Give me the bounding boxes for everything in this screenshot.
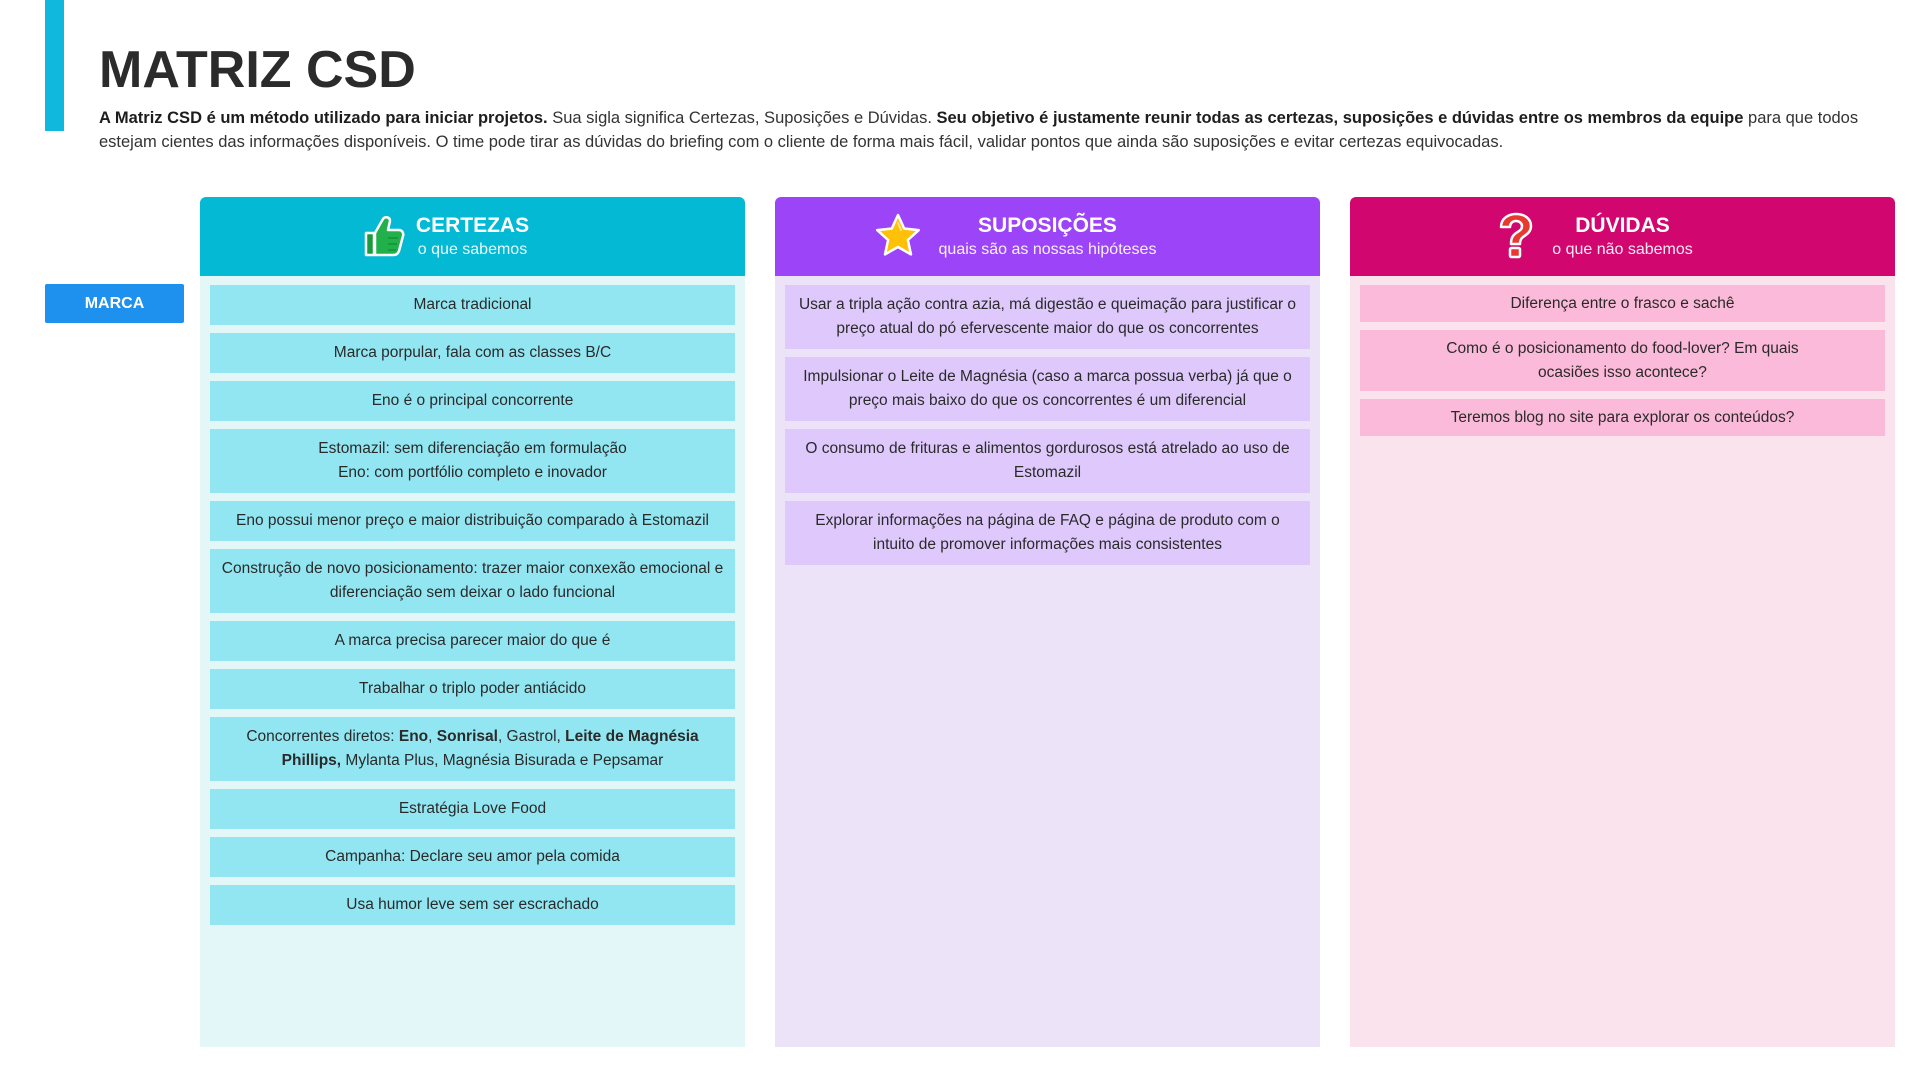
concorrentes-prefix: Concorrentes diretos:	[246, 728, 399, 745]
list-item: Teremos blog no site para explorar os conteúdos?	[1360, 399, 1885, 436]
list-item: Construção de novo posicionamento: trazer maior conxexão emocional e diferenciação sem deixar o lado funcional	[210, 549, 735, 613]
column-title: SUPOSIÇÕES	[978, 213, 1117, 237]
column-subtitle: quais são as nossas hipóteses	[938, 240, 1157, 258]
list-item: Marca tradicional	[210, 285, 735, 325]
list-item: Impulsionar o Leite de Magnésia (caso a marca possua verba) já que o preço mais baixo do que os concorrentes é um diferencial	[785, 357, 1310, 421]
question-mark-icon	[1490, 211, 1540, 261]
list-item: Marca porpular, fala com as classes B/C	[210, 333, 735, 373]
list-item: Campanha: Declare seu amor pela comida	[210, 837, 735, 877]
list-item: O consumo de frituras e alimentos gordurosos está atrelado ao uso de Estomazil	[785, 429, 1310, 493]
column-header-suposicoes	[775, 197, 1320, 276]
column-duvidas	[1350, 197, 1895, 1047]
column-subtitle: o que não sabemos	[1552, 240, 1693, 258]
star-icon	[873, 211, 923, 261]
intro-text-2: para que todos estejam cientes das informações disponíveis. O time pode tirar as dúvidas do briefing com o cliente de forma mais fácil, validar pontos que ainda são suposições e evitar certezas equivocadas.	[99, 109, 1859, 151]
list-item: A marca precisa parecer maior do que é	[210, 621, 735, 661]
intro-bold-1: A Matriz CSD é um método utilizado para iniciar projetos.	[99, 109, 548, 127]
list-item: Trabalhar o triplo poder antiácido	[210, 669, 735, 709]
column-certezas	[200, 197, 745, 1047]
column-header-duvidas	[1350, 197, 1895, 276]
list-item: Diferença entre o frasco e sachê	[1360, 285, 1885, 322]
column-subtitle: o que sabemos	[417, 240, 528, 258]
concorrente-leite-magnesia: Leite de Magnésia Phillips,	[281, 728, 699, 769]
column-body-certezas	[200, 276, 745, 1047]
page-title: MATRIZ CSD	[99, 41, 416, 99]
concorrentes-suffix: Mylanta Plus, Magnésia Bisurada e Pepsamar	[341, 752, 664, 769]
column-title: DÚVIDAS	[1575, 213, 1670, 237]
list-item: Eno possui menor preço e maior distribuição comparado à Estomazil	[210, 501, 735, 541]
intro-text-1: Sua sigla significa Certezas, Suposições e Dúvidas.	[547, 109, 937, 127]
accent-bar	[45, 0, 64, 131]
list-item: Estomazil: sem diferenciação em formulação Eno: com portfólio completo e inovador	[210, 429, 735, 493]
concorrente-sonrisal: Sonrisal	[436, 728, 498, 745]
row-label-marca: MARCA	[45, 284, 184, 323]
list-item: Explorar informações na página de FAQ e página de produto com o intuito de promover informações mais consistentes	[785, 501, 1310, 565]
column-body-duvidas	[1350, 276, 1895, 1047]
concorrentes-sep: ,	[428, 728, 437, 745]
intro-paragraph	[99, 106, 1889, 154]
column-body-suposicoes	[775, 276, 1320, 1047]
column-suposicoes	[775, 197, 1320, 1047]
intro-bold-2: Seu objetivo é justamente reunir todas as certezas, suposições e dúvidas entre os membros da equipe	[936, 109, 1744, 127]
column-title: CERTEZAS	[415, 213, 530, 237]
list-item: Usar a tripla ação contra azia, má digestão e queimação para justificar o preço atual do pó efervescente maior do que os concorrentes	[785, 285, 1310, 349]
list-item: Eno é o principal concorrente	[210, 381, 735, 421]
list-item: Como é o posicionamento do food-lover? Em quais ocasiões isso acontece?	[1360, 330, 1885, 391]
concorrentes-mid: , Gastrol,	[497, 728, 566, 745]
list-item: Usa humor leve sem ser escrachado	[210, 885, 735, 925]
concorrente-eno: Eno	[398, 728, 429, 745]
list-item: Estratégia Love Food	[210, 789, 735, 829]
column-header-certezas	[200, 197, 745, 276]
thumbs-up-icon	[358, 211, 408, 261]
list-item-concorrentes	[210, 717, 735, 781]
